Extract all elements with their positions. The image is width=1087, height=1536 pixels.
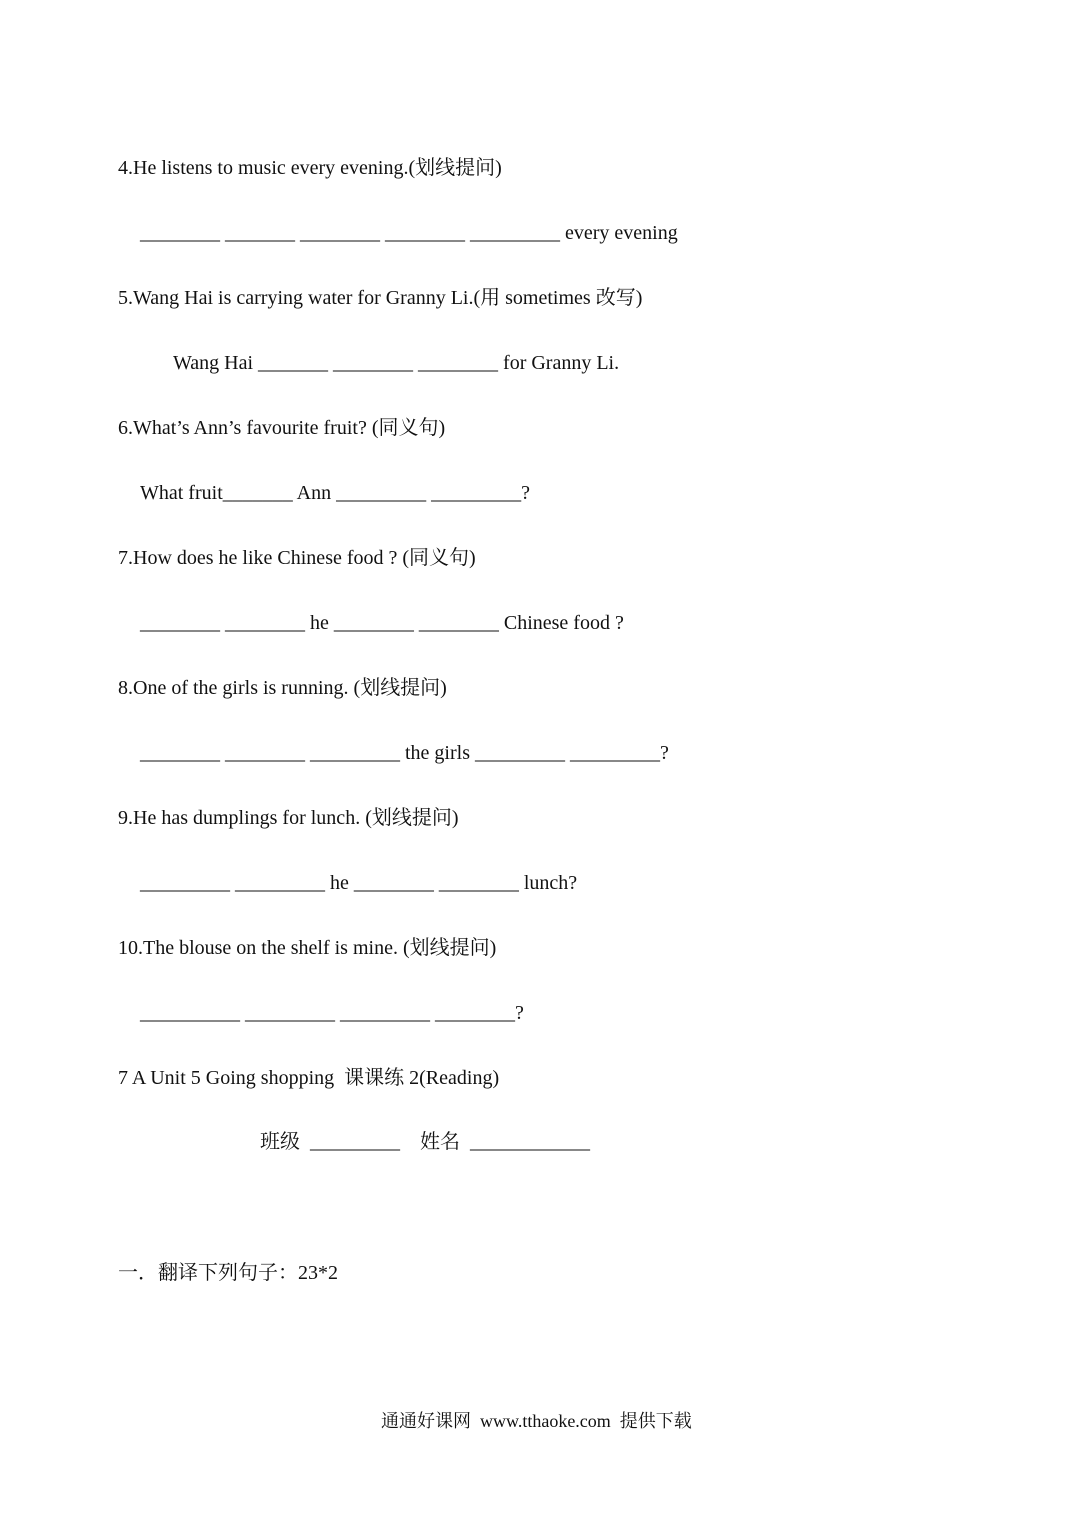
page-footer: 通通好课网 www.tthaoke.com 提供下载 (381, 1411, 692, 1431)
question-5-answer: Wang Hai _______ ________ ________ for Granny Li. (173, 352, 620, 374)
question-7-answer: ________ ________ he ________ ________ Chinese food ? (140, 612, 624, 634)
question-6-prompt: 6.What’s Ann’s favourite fruit? (同义句) (118, 417, 446, 439)
question-10-prompt: 10.The blouse on the shelf is mine. (划线提问) (118, 937, 497, 959)
question-6-answer: What fruit_______ Ann _________ _________? (140, 482, 530, 504)
question-9-prompt: 9.He has dumplings for lunch. (划线提问) (118, 807, 459, 829)
question-7-prompt: 7.How does he like Chinese food ? (同义句) (118, 547, 476, 569)
question-5-prompt: 5.Wang Hai is carrying water for Granny Li.(用 sometimes 改写) (118, 287, 643, 309)
section-title: 7 A Unit 5 Going shopping 课课练 2(Reading) (118, 1067, 500, 1089)
class-name-line: 班级 _________ 姓名 ____________ (260, 1131, 590, 1153)
question-8-prompt: 8.One of the girls is running. (划线提问) (118, 677, 447, 699)
question-8-answer: ________ ________ _________ the girls _________ _________? (140, 742, 669, 764)
part-one-heading: 一．翻译下列句子：23*2 (118, 1262, 338, 1284)
question-4-answer: ________ _______ ________ ________ _________ every evening (140, 222, 678, 244)
question-10-answer: __________ _________ _________ ________? (140, 1002, 524, 1024)
question-9-answer: _________ _________ he ________ ________ lunch? (140, 872, 578, 894)
question-4-prompt: 4.He listens to music every evening.(划线提问) (118, 157, 502, 179)
